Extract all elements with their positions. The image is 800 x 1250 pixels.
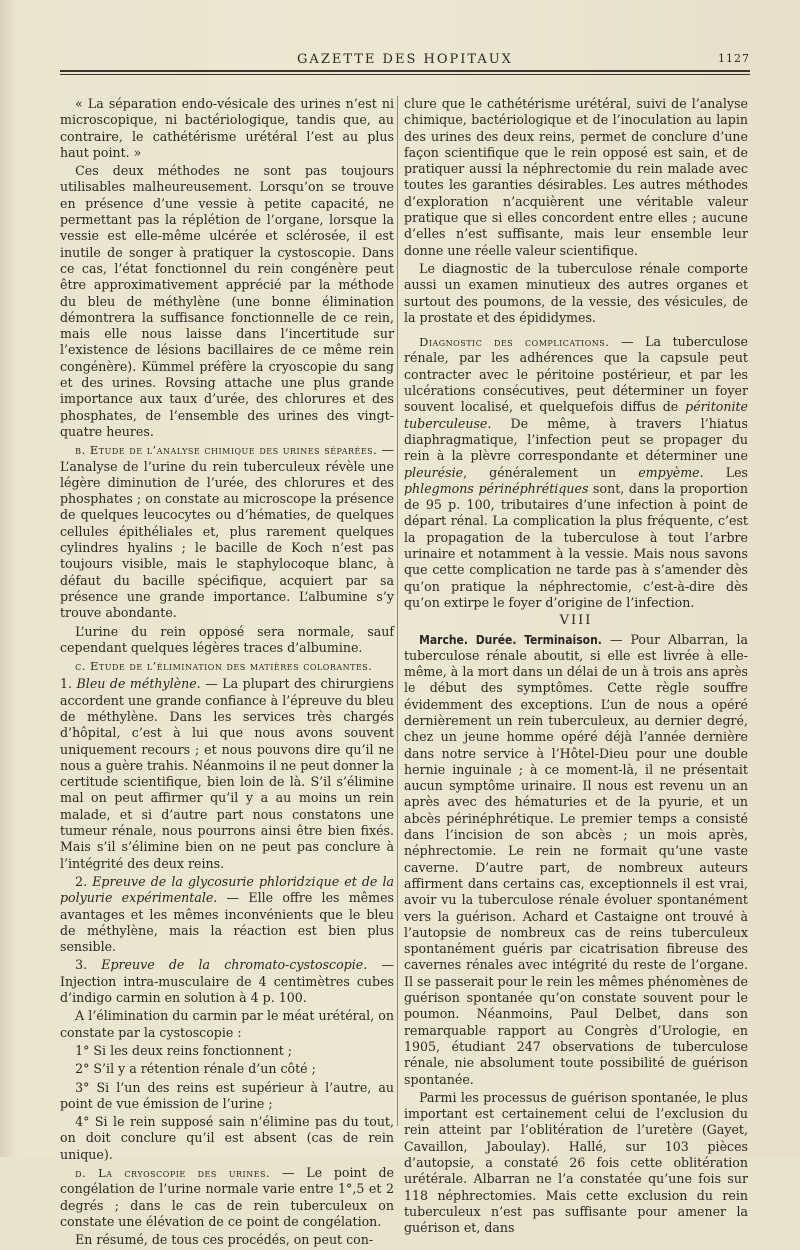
section-number: VIII	[559, 613, 593, 629]
paragraph	[60, 442, 394, 621]
paragraph: L’urine du rein opposé sera normale, sauf cependant quelques légères traces d’albumine.	[60, 623, 394, 655]
section-heading: d. La cryoscopie des urines.	[75, 1166, 271, 1180]
paragraph: Diagnostic des complications. — La tuberculose rénale, par les adhérences que la capsule peut contracter avec le péritoine postérieur, et par les ulcérations consécutives, peut déterminer un foyer souvent localisé, et quelquefois diffus de péritonite tuberculeuse. De même, à travers l’hiatus diaphragmatique, l’infection peut se propager du rein à la plèvre correspondante et déterminer une pleurésie, généralement un empyème. Les phlegmons périnéphrétiques sont, dans la proportion de 95 p. 100, tributaires d’une infection à point de départ rénal. La complication la plus fréquente, c’est la propagation de la tuberculose à tout l’arbre urinaire et notamment à la vessie. Mais nous savons que cette complication ne tarde pas à s’amender dès qu’on pratique la néphrectomie, c’est-à-dire dès qu’on extirpe le foyer d’origine de l’infection.	[404, 334, 748, 610]
subsection-title: Epreuve de la chromato-cystoscopie.	[101, 957, 368, 973]
subsection-title: Epreuve de la glycosurie phloridzique et de la polyurie expérimentale.	[60, 873, 394, 906]
paragraph: Marche. Durée. Terminaison. — Pour Albarran, la tuberculose rénale aboutit, si elle est livrée à elle-même, à la mort dans un délai de un à trois ans après le début des symptômes. Cette règle souffre évidemment des exceptions. L’un de nous a opéré dernièrement un rein tuberculeux, au dernier degré, chez un jeune homme opéré déjà l’année dernière dans notre service à l’Hôtel-Dieu pour une double hernie inguinale ; à ce moment-là, il ne présentait aucun symptôme urinaire. Il nous est revenu un an après avec des hématuries et de la pyurie, et un abcès périnéphrétique. Le premier temps a consisté dans l’incision de son abcès ; un mois après, néphrectomie. Le rein ne formait qu’une vaste caverne. D’autre part, de nombreux auteurs affirment dans certains cas, exceptionnels il est vrai, avoir vu la tuberculose rénale évoluer spontanément vers la guérison. Achard et Castaigne ont trouvé à l’autopsie de nombreux cas de reins tuberculeux spontanément guéris par cicatrisation fibreuse des cavernes rénales avec intégrité du reste de l’organe. Il se passerait pour le rein les mêmes phénomènes de guérison spontanée qu’on constate souvent pour le poumon. Néanmoins, Paul Delbet, dans son remarquable rapport au Congrès d’Urologie, en 1905, étudiant 247 observations de tuberculose rénale, nie absolument toute possibilité de guérison spontanée.	[404, 631, 748, 1087]
paragraph: 1. Bleu de méthylène. — La plupart des chirurgiens accordent une grande confiance à l’épreuve du bleu de méthylène. Dans les services très chargés d’hôpital, c’est à lui que nous avons souvent uniquement recours ; et nous pouvons dire qu’il ne nous a guère trahis. Néanmoins il ne peut donner la certitude scientifique, bien loin de là. S’il s’élimine mal on peut affirmer qu’il y a au moins un rein malade, et si d’autre part nous constatons une tumeur rénale, nous pourrons ainsi être bien fixés. Mais s’il s’élimine bien on ne peut pas conclure à l’intégrité des deux reins.	[60, 676, 394, 871]
right-column	[404, 96, 748, 1238]
subsection-title: Bleu de méthylène.	[76, 676, 201, 692]
paragraph: « La séparation endo-vésicale des urines n’est ni microscopique, ni bactériologique, tandis que, au contraire, le cathétérisme urétéral l’est au plus haut point. »	[60, 96, 394, 160]
section-heading: b. Etude de l’analyse chimique des urines séparées.	[75, 443, 378, 458]
running-header	[60, 52, 750, 82]
left-column	[60, 96, 394, 1250]
page-number: 1127	[718, 52, 750, 65]
list-item: 3° Si l’un des reins est supérieur à l’autre, au point de vue émission de l’urine ;	[60, 1079, 394, 1111]
paragraph: A l’élimination du carmin par le méat urétéral, on constate par la cystoscopie :	[60, 1008, 394, 1040]
paragraph: 3. Epreuve de la chromato-cystoscopie. — Injection intra-musculaire de 4 centimètres cubes d’indigo carmin en solution à 4 p. 100.	[60, 957, 394, 1006]
header-rule	[60, 70, 750, 75]
paragraph: Ces deux méthodes ne sont pas toujours utilisables malheureusement. Lorsqu’on se trouve en présence d’une vessie à petite capacité, ne permettant pas la réplétion de l’organe, lorsque la vessie est elle-même ulcérée et sclérosée, il est inutile de songer à pratiquer la cystoscopie. Dans ce cas, l’état fonctionnel du rein congénère peut être approximativement apprécié par la méthode du bleu de méthylène (une bonne élimination démontrera la suffisance fonctionnelle de ce rein, mais elle nous laisse dans l’incertitude sur l’existence de lésions bacillaires de ce même rein congénère). Kümmel préfère la cryoscopie du sang et des urines. Rovsing attache une plus grande importance aux taux d’urée, des chlorures et des phosphates, de l’ensemble des urines des vingt-quatre heures.	[60, 163, 394, 439]
section-heading: Marche. Durée. Terminaison.	[419, 632, 602, 647]
list-item: 1° Si les deux reins fonctionnent ;	[75, 1042, 293, 1058]
paragraph: clure que le cathétérisme urétéral, suivi de l’analyse chimique, bactériologique et de l’inoculation au lapin des urines des deux reins, permet de conclure d’une façon scientifique que le rein opposé est sain, et de pratiquer aussi la néphrectomie du rein malade avec toutes les garanties désirables. Les autres méthodes d’exploration n’acquièrent une véritable valeur pratique que si elles concordent entre elles ; aucune d’elles n’est suffisante, mais leur ensemble leur donne une réelle valeur scientifique.	[404, 96, 748, 258]
paragraph: Parmi les processus de guérison spontanée, le plus important est certainement celui de l’exclusion du rein atteint par l’oblitération de l’uretère (Gayet, Cavaillon, Jaboulay). Hallé, sur 103 pièces d’autopsie, a constaté 26 fois cette oblitération urétérale. Albarran ne l’a constatée qu’une fois sur 118 néphrectomies. Mais cette exclusion du rein tuberculeux n’est pas suffisante pour amener la guérison et, dans	[404, 1089, 748, 1236]
section-text: — L’analyse de l’urine du rein tuberculeux révèle une légère diminution de l’urée, des chlorures et des phosphates ; on constate au microscope la présence de quelques leucocytes ou d’hématies, de quelques cellules épithéliales et, plus rarement quelques cylindres hyalins ; le bacille de Koch n’est pas toujours visible, mais le staphylocoque blanc, à défaut du bacille spécifique, acquiert par sa présence une grande importance. L’albumine s’y trouve abondante.	[60, 442, 394, 621]
paragraph: d. La cryoscopie des urines. — Le point de congélation de l’urine normale varie entre 1°,5 et 2 degrés ; dans le cas de rein tuberculeux on constate une élévation de ce point de congélation.	[60, 1165, 394, 1229]
list-item: 4° Si le rein supposé sain n’élimine pas du tout, on doit conclure qu’il est absent (cas de rein unique).	[60, 1114, 394, 1162]
list-item: 2° S’il y a rétention rénale d’un côté ;	[75, 1061, 316, 1077]
section-heading: c. Etude de l’élimination des matières colorantes.	[75, 659, 373, 674]
paragraph: 2. Epreuve de la glycosurie phloridzique et de la polyurie expérimentale. — Elle offre les mêmes avantages et les mêmes inconvénients que le bleu de méthylène, mais la réaction est bien plus sensible.	[60, 873, 394, 955]
paragraph: Le diagnostic de la tuberculose rénale comporte aussi un examen minutieux des autres organes et surtout des poumons, de la vessie, des vésicules, de la prostate et des épididymes.	[404, 260, 748, 325]
journal-title: GAZETTE DES HOPITAUX	[297, 52, 513, 67]
column-divider	[397, 96, 398, 1126]
paragraph	[60, 658, 394, 674]
section-heading: Diagnostic des complications.	[419, 335, 610, 350]
paragraph: En résumé, de tous ces procédés, on peut con-	[75, 1232, 374, 1248]
